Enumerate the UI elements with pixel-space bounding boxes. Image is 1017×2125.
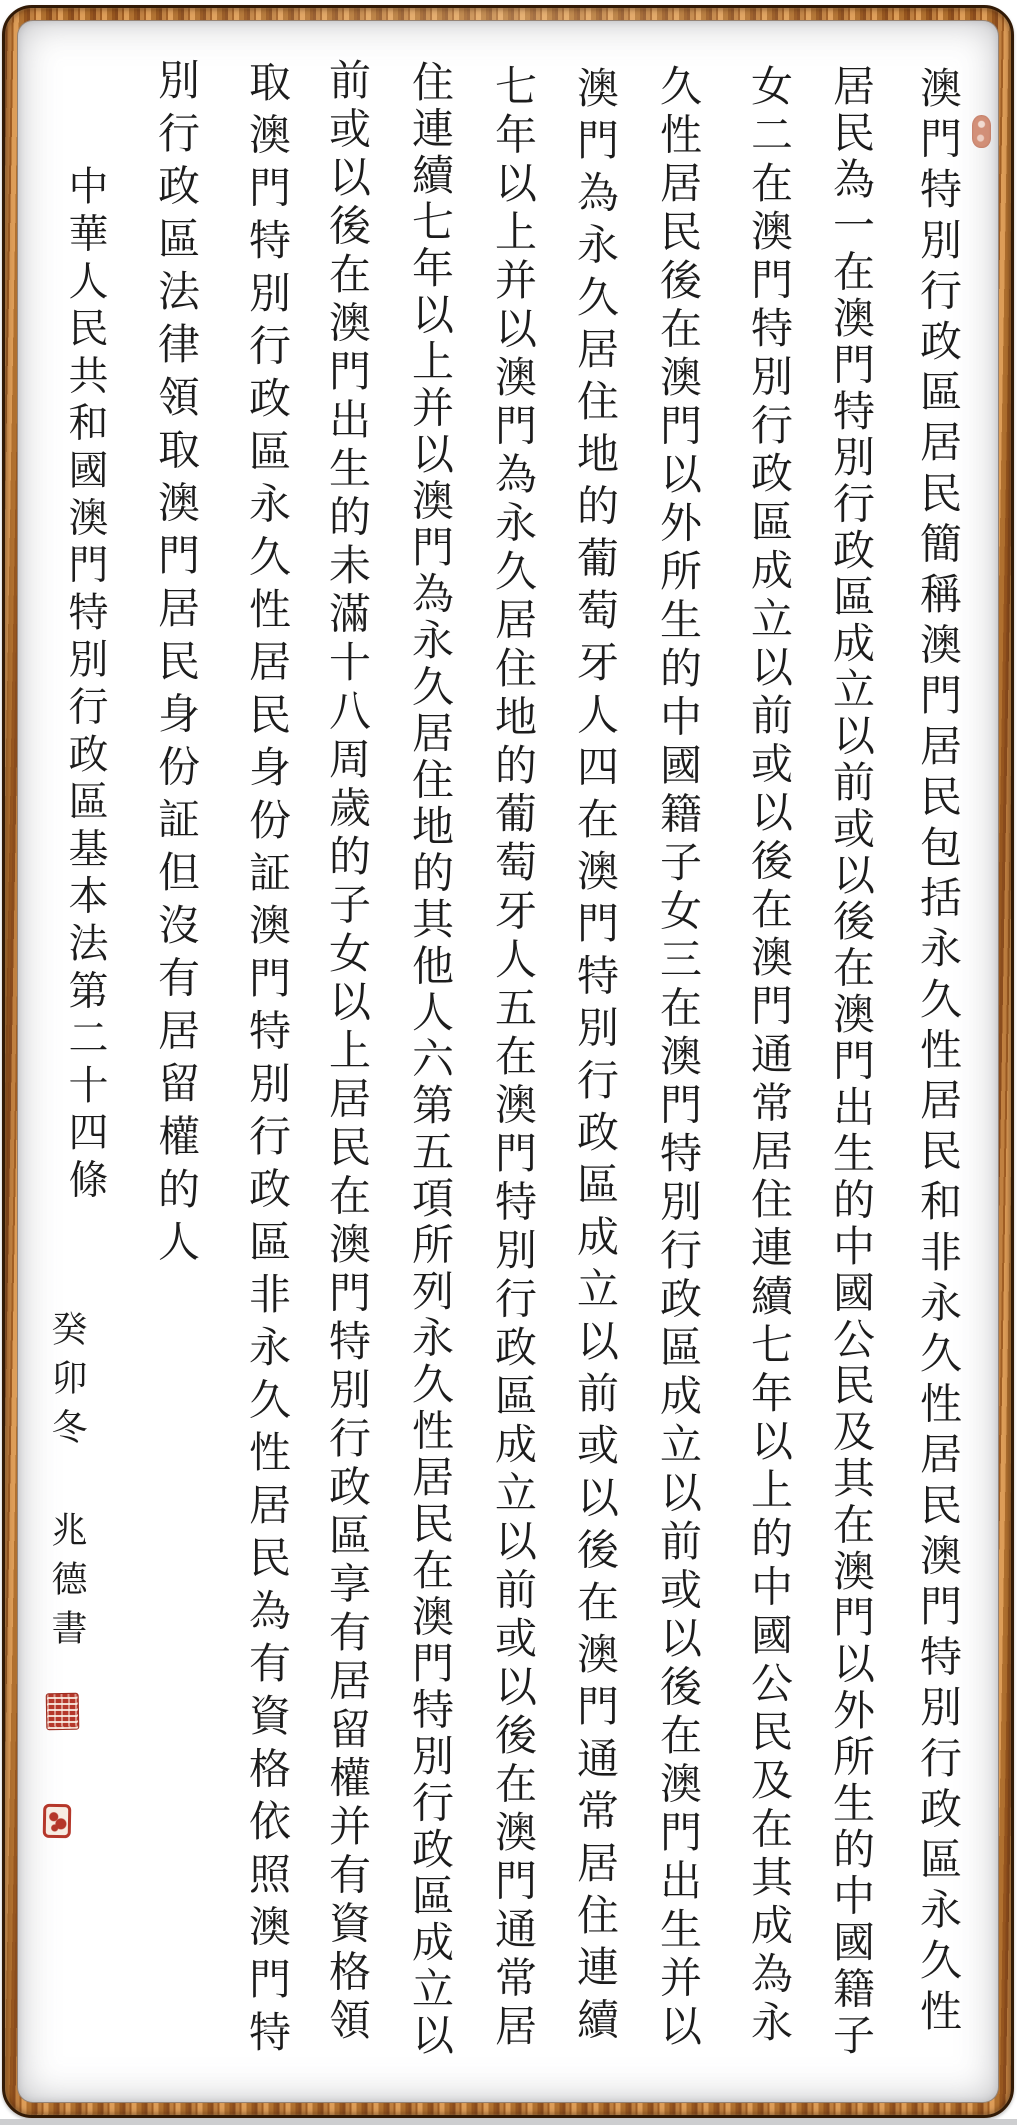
body-column: 取澳門特別行政區永久性居民身份証澳門特別行政區非永久性居民為有資格依照澳門特	[243, 60, 292, 2063]
body-column: 女二在澳門特別行政區成立以前或以後在澳門通常居住連續七年以上的中國公民及在其成為永	[745, 64, 794, 2049]
body-column: 別行政區法律領取澳門居民身份証但沒有居留權的人	[152, 58, 201, 1273]
body-column: 前或以後在澳門出生的未滿十八周歲的子女以上居民在澳門特別行政區享有居留權并有資格領	[323, 58, 372, 2047]
body-column: 澳門特別行政區居民簡稱澳門居民包括永久性居民和非永久性居民澳門特別行政區永久性	[914, 66, 963, 2040]
body-column: 居民為一在澳門特別行政區成立以前或以後在澳門出生的中國公民及其在澳門以外所生的中國籍子	[827, 64, 876, 2060]
body-column: 七年以上并以澳門為永久居住地的葡萄牙人五在澳門特別行政區成立以前或以後在澳門通常居	[489, 64, 538, 2053]
title-column: 中華人民共和國澳門特別行政區基本法第二十四條	[62, 165, 108, 1206]
body-column: 澳門為永久居住地的葡萄牙人四在澳門特別行政區成立以前或以後在澳門通常居住連續	[571, 66, 620, 2050]
body-column: 住連續七年以上并以澳門為永久居住地的其他人六第五項所列永久性居民在澳門特別行政區成立以	[406, 60, 455, 2060]
artist-seal-lower-icon	[43, 1804, 72, 1838]
signature-column: 癸卯冬 兆德書	[46, 1310, 87, 1658]
collector-seal-icon	[972, 115, 991, 148]
artist-seal-upper-icon	[46, 1693, 80, 1731]
body-column: 久性居民後在澳門以外所生的中國籍子女三在澳門特別行政區成立以前或以後在澳門出生并以	[654, 64, 703, 2053]
